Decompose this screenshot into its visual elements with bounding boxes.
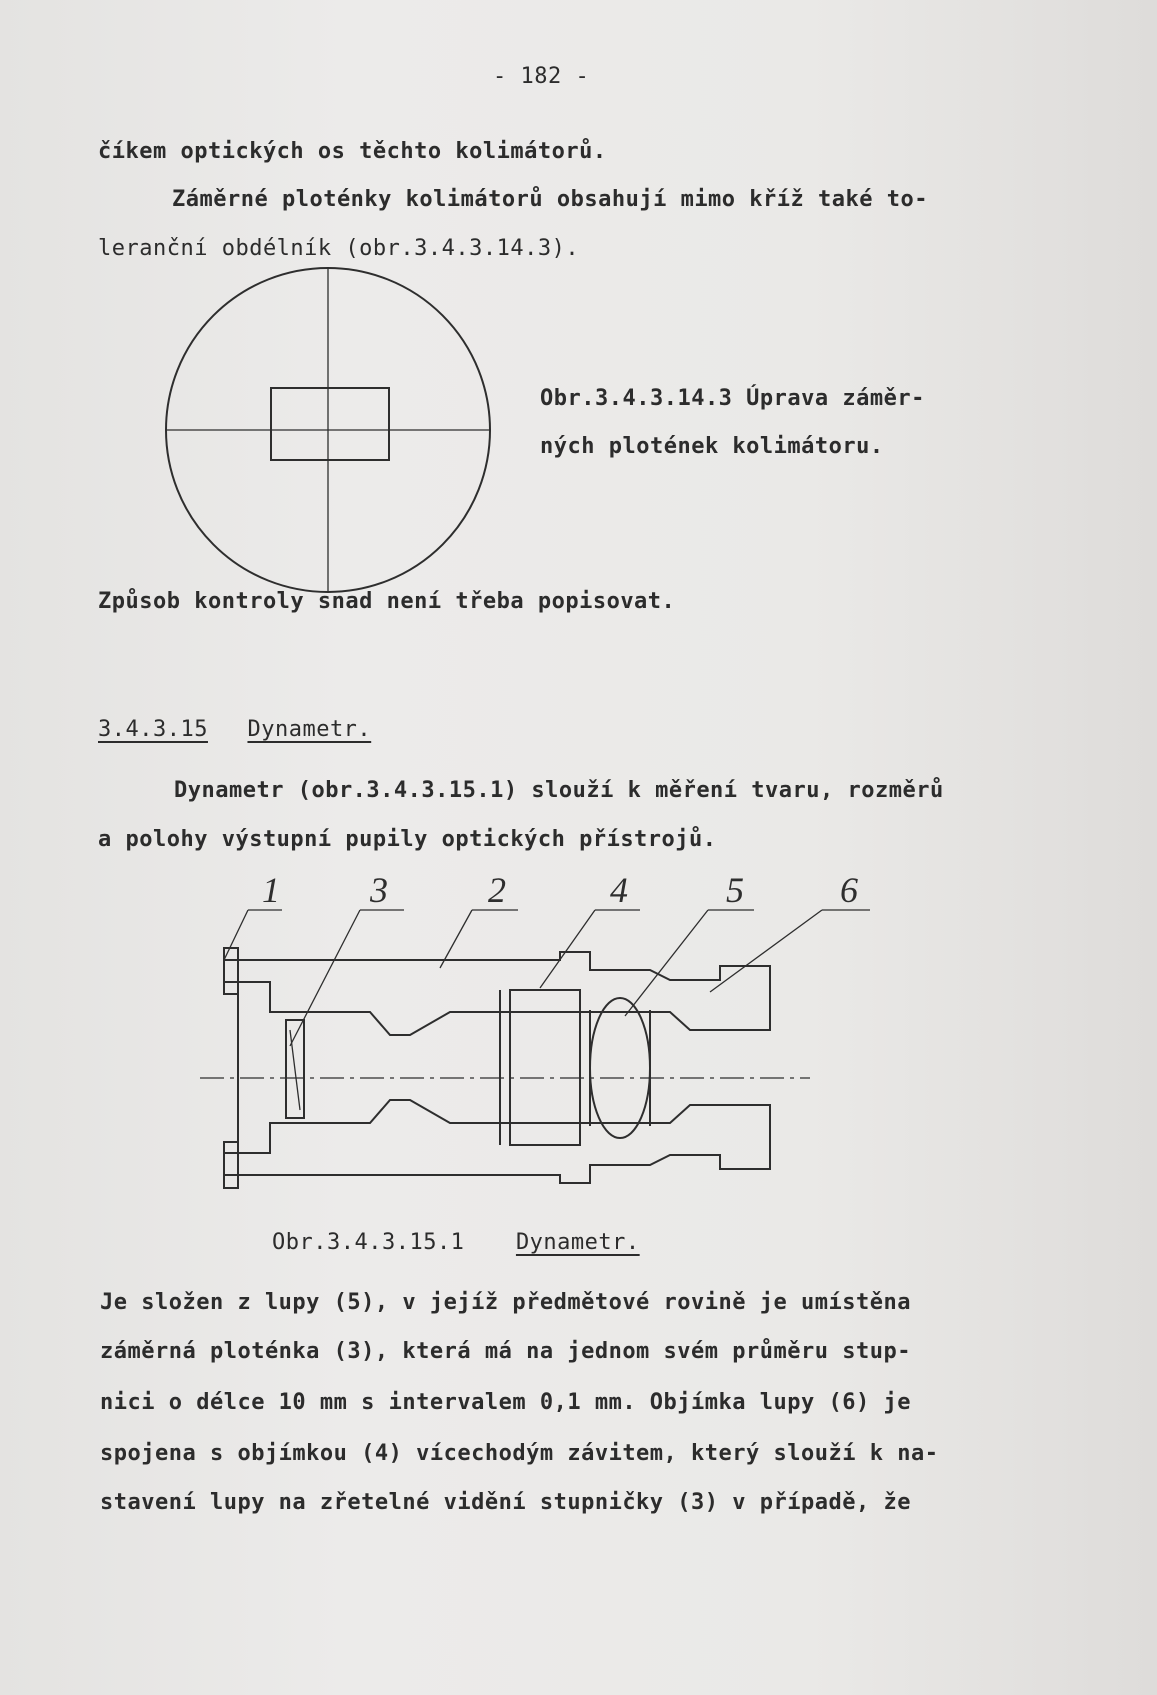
section-heading: [98, 717, 371, 742]
paragraph-line: a polohy výstupní pupily optických přístrojů.: [98, 827, 717, 852]
dynametr-figure: [210, 860, 858, 1220]
section-number: 3.4.3.15: [98, 717, 208, 742]
part-label-6: 6: [840, 870, 858, 910]
paragraph-line: Způsob kontroly snad není třeba popisovat.: [98, 589, 676, 614]
part-label-1: 1: [262, 870, 280, 910]
figure1-caption: ných plotének kolimátoru.: [540, 434, 884, 459]
body-top-wall: [224, 952, 770, 1035]
page-number: - 182 -: [493, 64, 590, 89]
part-label-5: 5: [726, 870, 744, 910]
reticle-figure: [158, 262, 498, 602]
figure1-caption: Obr.3.4.3.14.3 Úprava záměr-: [540, 386, 925, 411]
figure2-caption-prefix: Obr.3.4.3.15.1: [272, 1230, 465, 1255]
paragraph-line: Dynametr (obr.3.4.3.15.1) slouží k měření tvaru, rozměrů: [174, 778, 944, 803]
magnifier-lens: [590, 998, 650, 1138]
part-label-2: 2: [488, 870, 506, 910]
label-leaders: [224, 910, 870, 1046]
body-bottom-wall: [224, 1100, 770, 1183]
tolerance-rectangle: [271, 388, 389, 460]
part-label-3: 3: [370, 870, 388, 910]
inner-sleeve: [510, 990, 580, 1145]
eyecup-rim-bottom: [224, 1142, 238, 1188]
paragraph-line: Je složen z lupy (5), v jejíž předmětové rovině je umístěna: [100, 1290, 911, 1315]
paragraph-line: Záměrné ploténky kolimátorů obsahují mimo kříž také to-: [172, 187, 928, 212]
paragraph-line: stavení lupy na zřetelné vidění stupničky (3) v případě, že: [100, 1490, 911, 1515]
figure2-caption: [272, 1230, 640, 1255]
paragraph-line: nici o délce 10 mm s intervalem 0,1 mm. Objímka lupy (6) je: [100, 1390, 911, 1415]
paragraph-line: spojena s objímkou (4) vícechodým závitem, který slouží k na-: [100, 1441, 939, 1466]
paragraph-line: leranční obdélník (obr.3.4.3.14.3).: [98, 236, 580, 261]
paragraph-line: číkem optických os těchto kolimátorů.: [98, 139, 607, 164]
part-label-4: 4: [610, 870, 628, 910]
section-title: Dynametr.: [247, 717, 372, 742]
paragraph-line: záměrná ploténka (3), která má na jednom svém průměru stup-: [100, 1339, 911, 1364]
figure2-caption-title: Dynametr.: [515, 1230, 640, 1255]
